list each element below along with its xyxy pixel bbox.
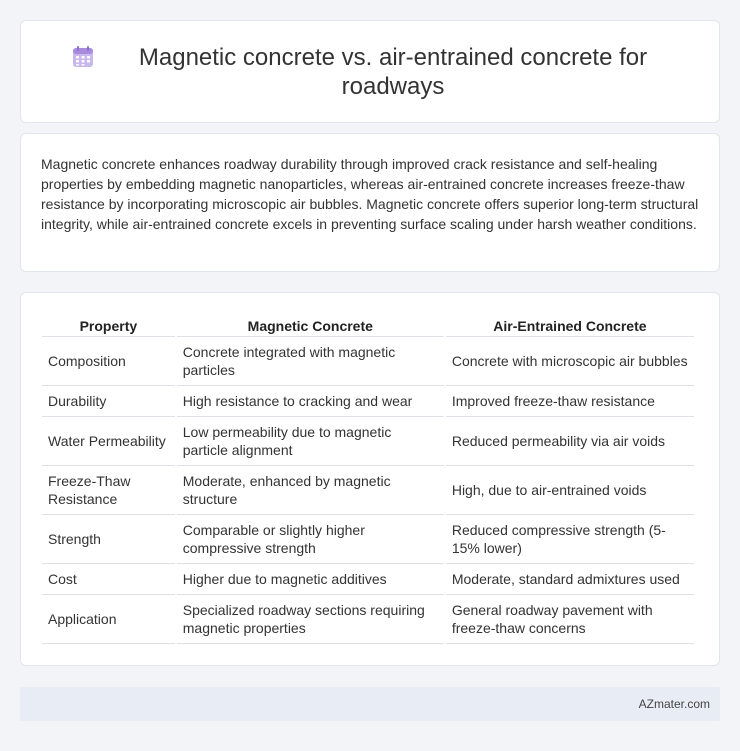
cell-magnetic: High resistance to cracking and wear (177, 386, 444, 417)
header-magnetic-concrete: Magnetic Concrete (177, 313, 444, 337)
table-row (42, 515, 694, 564)
cell-air-entrained: Moderate, standard admixtures used (446, 564, 694, 595)
summary-card (20, 133, 720, 272)
cell-property: Application (42, 595, 175, 644)
header-property: Property (42, 313, 175, 337)
footer-bar (20, 687, 720, 721)
table-row (42, 595, 694, 644)
table-row (42, 564, 694, 595)
cell-magnetic: Concrete integrated with magnetic particles (177, 337, 444, 386)
title-card (20, 20, 720, 123)
cell-magnetic: Low permeability due to magnetic particle alignment (177, 417, 444, 466)
calendar-grid-icon (70, 44, 96, 70)
cell-air-entrained: Reduced permeability via air voids (446, 417, 694, 466)
comparison-table (40, 313, 696, 644)
table-row (42, 417, 694, 466)
table-header (42, 313, 694, 337)
footer-brand[interactable]: AZmater.com (638, 697, 710, 711)
header-row (42, 313, 694, 337)
page-title: Magnetic concrete vs. air-entrained concrete for roadways (138, 43, 648, 100)
cell-magnetic: Comparable or slightly higher compressive strength (177, 515, 444, 564)
cell-magnetic: Specialized roadway sections requiring magnetic properties (177, 595, 444, 644)
cell-property: Durability (42, 386, 175, 417)
cell-property: Strength (42, 515, 175, 564)
cell-air-entrained: General roadway pavement with freeze-thaw concerns (446, 595, 694, 644)
summary-text: Magnetic concrete enhances roadway durability through improved crack resistance and self-healing properties by embedding magnetic nanoparticles, whereas air-entrained concrete increases freeze-thaw resistance by incorporating microscopic air bubbles. Magnetic concrete offers superior long-term structural integrity, while air-entrained concrete excels in preventing surface scaling under harsh weather conditions. (41, 156, 699, 232)
table-row (42, 466, 694, 515)
cell-property: Composition (42, 337, 175, 386)
cell-air-entrained: High, due to air-entrained voids (446, 466, 694, 515)
table-row (42, 337, 694, 386)
cell-air-entrained: Improved freeze-thaw resistance (446, 386, 694, 417)
cell-air-entrained: Reduced compressive strength (5-15% lower) (446, 515, 694, 564)
table-body (42, 337, 694, 644)
cell-property: Cost (42, 564, 175, 595)
cell-property: Water Permeability (42, 417, 175, 466)
cell-magnetic: Moderate, enhanced by magnetic structure (177, 466, 444, 515)
cell-air-entrained: Concrete with microscopic air bubbles (446, 337, 694, 386)
cell-property: Freeze-Thaw Resistance (42, 466, 175, 515)
title-wrap (70, 43, 670, 101)
table-card (20, 292, 720, 666)
header-air-entrained-concrete: Air-Entrained Concrete (446, 313, 694, 337)
cell-magnetic: Higher due to magnetic additives (177, 564, 444, 595)
table-row (42, 386, 694, 417)
